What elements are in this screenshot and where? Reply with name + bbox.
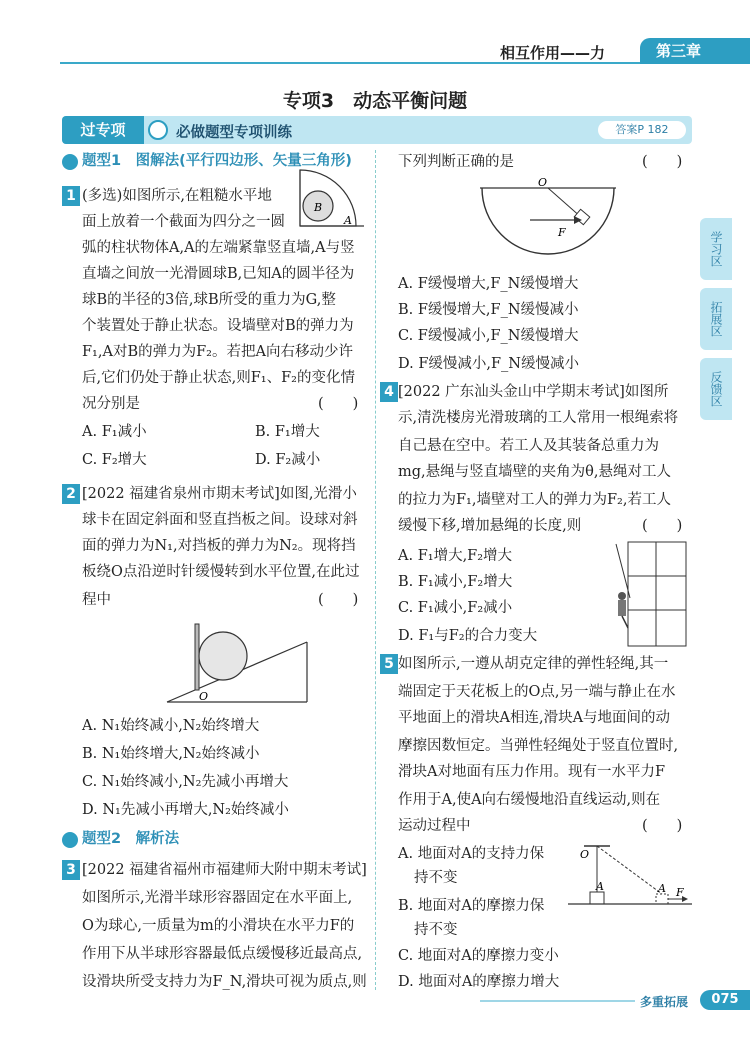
q2-line: 球卡在固定斜面和竖直挡板之间。设球对斜 [82,512,358,528]
answer-blank: ( ) [642,818,683,834]
q2-line: 面的弹力为N₁,对挡板的弹力为N₂。现将挡 [82,538,356,554]
question-number-5: 5 [380,654,398,674]
q5-figure [566,840,696,918]
q1-line: 弧的柱状物体A,A的左端紧靠竖直墙,A与竖 [82,240,355,256]
q4-line: mg,悬绳与竖直墙壁的夹角为θ,悬绳对工人 [398,464,671,480]
q3-label-o: O [538,178,548,189]
option-a: A. F缓慢增大,F_N缓慢增大 [398,276,579,292]
q3-line: [2022 福建省福州市福建师大附中期末考试] [82,862,367,878]
answer-blank: ( ) [642,154,683,170]
q1-line: 况分别是 [82,396,140,412]
banner-tag: 过专项 [62,116,144,144]
q4-figure [608,540,688,650]
chapter-title: 相互作用——力 [500,44,606,62]
option-c: C. F₂增大 [82,452,147,468]
page-title: 专项3 动态平衡问题 [282,90,468,112]
q3-line: 设滑块所受支持力为F_N,滑块可视为质点,则 [82,974,367,990]
option-b: B. F₁增大 [255,424,320,440]
q3-line: 如图所示,光滑半球形容器固定在水平面上, [82,890,353,906]
question-number-2: 2 [62,484,80,504]
answer-blank: ( ) [642,518,683,534]
option-b: B. 地面对A的摩擦力保 [398,898,545,914]
q5-line: 平地面上的滑块A相连,滑块A与地面间的动 [398,710,671,726]
q3-label-f: F [558,226,566,239]
q5-label-f: F [676,886,684,899]
question-number-1: 1 [62,186,80,206]
option-a: A. N₁始终减小,N₂始终增大 [82,718,260,734]
section-icon [62,154,78,170]
q1-label-b: B [314,201,323,214]
option-a: A. F₁增大,F₂增大 [398,548,513,564]
option-a: A. 地面对A的支持力保 [398,846,545,862]
q3-line: O为球心,一质量为m的小滑块在水平力F的 [82,918,355,934]
side-tab-extend[interactable]: 拓展区 [700,288,732,350]
q5-line: 作用于A,使A向右缓慢地沿直线运动,则在 [398,792,661,808]
option-a: A. F₁减小 [82,424,147,440]
q1-label-a: A [344,214,352,227]
q5-label-o: O [580,848,590,861]
side-tab-study[interactable]: 学习区 [700,218,732,280]
q5-line: 如图所示,一遵从胡克定律的弹性轻绳,其一 [398,656,669,672]
q4-line: 的拉力为F₁,墙壁对工人的弹力为F₂,若工人 [398,492,671,508]
option-b: B. N₁始终增大,N₂始终减小 [82,746,260,762]
q1-figure [296,168,366,230]
q3-figure [478,178,618,266]
option-b: B. F₁减小,F₂增大 [398,574,513,590]
section-heading-1: 题型1 图解法(平行四边形、矢量三角形) [82,153,352,169]
option-c: C. N₁始终减小,N₂先减小再增大 [82,774,289,790]
chapter-badge: 第三章 [640,38,750,64]
option-d: D. 地面对A的摩擦力增大 [398,974,560,990]
q4-line: 示,清洗楼房光滑玻璃的工人常用一根绳索将 [398,410,679,426]
side-tab-feedback[interactable]: 反馈区 [700,358,732,420]
q4-line: 自己悬在空中。若工人及其装备总重力为 [398,438,659,454]
option-c: C. F缓慢减小,F_N缓慢增大 [398,328,579,344]
q5-line: 端固定于天花板上的O点,另一端与静止在水 [398,684,676,700]
option-c: C. F₁减小,F₂减小 [398,600,513,616]
q2-figure [165,620,310,706]
answer-reference-link[interactable]: 答案P 182 [598,121,686,139]
q4-line: [2022 广东汕头金山中学期末考试]如图所 [398,384,669,400]
option-d: D. F₁与F₂的合力变大 [398,628,538,644]
banner-text: 必做题型专项训练 [176,125,292,141]
option-c: C. 地面对A的摩擦力变小 [398,948,559,964]
option-d: D. F₂减小 [255,452,321,468]
question-number-3: 3 [62,860,80,880]
q2-line: [2022 福建省泉州市期末考试]如图,光滑小 [82,486,357,502]
q1-line: 球B的半径的3倍,球B所受的重力为G,整 [82,292,336,308]
q5-label-a2: A [658,882,666,895]
option-d: D. F缓慢减小,F_N缓慢减小 [398,356,579,372]
q1-line: 直墙之间放一光滑圆球B,已知A的圆半径为 [82,266,355,282]
q1-line: 个装置处于静止状态。设墙壁对B的弹力为 [82,318,354,334]
option-d: D. N₁先减小再增大,N₂始终减小 [82,802,289,818]
q4-line: 缓慢下移,增加悬绳的长度,则 [398,518,582,534]
q2-line: 程中 [82,592,111,608]
q3-line: 下列判断正确的是 [398,154,514,170]
q5-label-a1: A [596,880,604,893]
option-a-cont: 持不变 [414,870,458,886]
option-b-cont: 持不变 [414,922,458,938]
question-number-4: 4 [380,382,398,402]
section-heading-2: 题型2 解析法 [82,831,180,847]
footer-rule [480,1000,635,1002]
option-b: B. F缓慢增大,F_N缓慢减小 [398,302,579,318]
q1-line: F₁,A对B的弹力为F₂。若把A向右移动少许 [82,344,353,360]
q5-line: 运动过程中 [398,818,471,834]
footer-label: 多重拓展 [640,995,689,1009]
page-number: 075 [700,990,750,1010]
q2-line: 板绕O点沿逆时针缓慢转到水平位置,在此过 [82,564,360,580]
section-icon [62,832,78,848]
q1-line: 后,它们仍处于静止状态,则F₁、F₂的变化情 [82,370,355,386]
q3-line: 作用下从半球形容器最低点缓慢移近最高点, [82,946,363,962]
q5-line: 滑块A对地面有压力作用。现有一水平力F [398,764,666,780]
column-divider [375,150,376,990]
q1-line: 面上放着一个截面为四分之一圆 [82,214,285,230]
practice-icon [148,120,168,140]
q2-label-o: O [199,690,209,703]
q1-line: (多选)如图所示,在粗糙水平地 [82,188,272,204]
answer-blank: ( ) [318,592,359,608]
answer-blank: ( ) [318,396,359,412]
q5-line: 摩擦因数恒定。当弹性轻绳处于竖直位置时, [398,738,679,754]
